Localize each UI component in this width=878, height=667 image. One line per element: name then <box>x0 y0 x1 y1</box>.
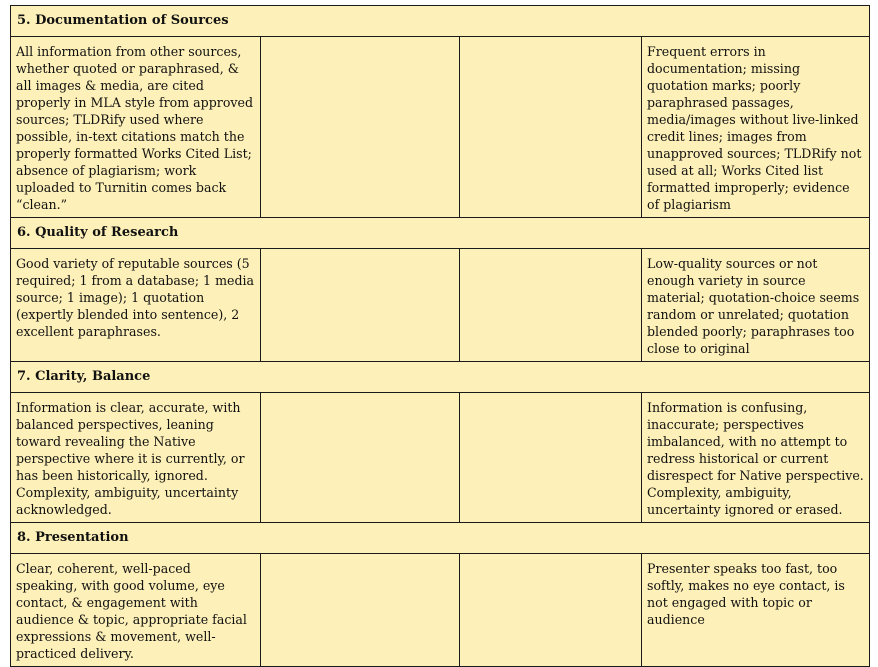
mid-low-criteria-cell <box>460 554 642 667</box>
section-title: 8. Presentation <box>11 523 870 554</box>
mid-low-criteria-cell <box>460 393 642 523</box>
low-criteria-cell: Frequent errors in documentation; missing quotation marks; poorly paraphrased passages, media/images without live-linked credit lines; images from unapproved sources; TLDRify not used at all; Works Cited list formatted improperly; evidence of plagiarism <box>642 37 870 218</box>
low-criteria-cell: Presenter speaks too fast, too softly, makes no eye contact, is not engaged with topic or audience <box>642 554 870 667</box>
high-criteria-cell: Clear, coherent, well-paced speaking, with good volume, eye contact, & engagement with audience & topic, appropriate facial expressions & movement, well-practiced delivery. <box>11 554 261 667</box>
high-criteria-cell: All information from other sources, whether quoted or paraphrased, & all images & media, are cited properly in MLA style from approved sources; TLDRify used where possible, in-text citations match the properly formatted Works Cited List; absence of plagiarism; work uploaded to Turnitin comes back “clean.” <box>11 37 261 218</box>
low-criteria-cell: Low-quality sources or not enough variety in source material; quotation-choice seems random or unrelated; quotation blended poorly; paraphrases too close to original <box>642 249 870 362</box>
section-header-presentation <box>11 523 870 554</box>
criteria-row-research <box>11 249 870 362</box>
mid-low-criteria-cell <box>460 37 642 218</box>
section-header-clarity <box>11 362 870 393</box>
section-title: 5. Documentation of Sources <box>11 6 870 37</box>
criteria-row-documentation <box>11 37 870 218</box>
high-criteria-cell: Information is clear, accurate, with balanced perspectives, leaning toward revealing the Native perspective where it is currently, or has been historically, ignored. Complexity, ambiguity, uncertainty acknowledged. <box>11 393 261 523</box>
section-title: 6. Quality of Research <box>11 218 870 249</box>
high-criteria-cell: Good variety of reputable sources (5 required; 1 from a database; 1 media source; 1 image); 1 quotation (expertly blended into sentence), 2 excellent paraphrases. <box>11 249 261 362</box>
criteria-row-presentation <box>11 554 870 667</box>
low-criteria-cell: Information is confusing, inaccurate; perspectives imbalanced, with no attempt to redress historical or current disrespect for Native perspective. Complexity, ambiguity, uncertainty ignored or erased. <box>642 393 870 523</box>
criteria-row-clarity <box>11 393 870 523</box>
rubric-table <box>10 5 870 667</box>
mid-high-criteria-cell <box>261 554 460 667</box>
section-header-documentation <box>11 6 870 37</box>
mid-high-criteria-cell <box>261 37 460 218</box>
section-header-research <box>11 218 870 249</box>
mid-high-criteria-cell <box>261 393 460 523</box>
mid-high-criteria-cell <box>261 249 460 362</box>
mid-low-criteria-cell <box>460 249 642 362</box>
section-title: 7. Clarity, Balance <box>11 362 870 393</box>
